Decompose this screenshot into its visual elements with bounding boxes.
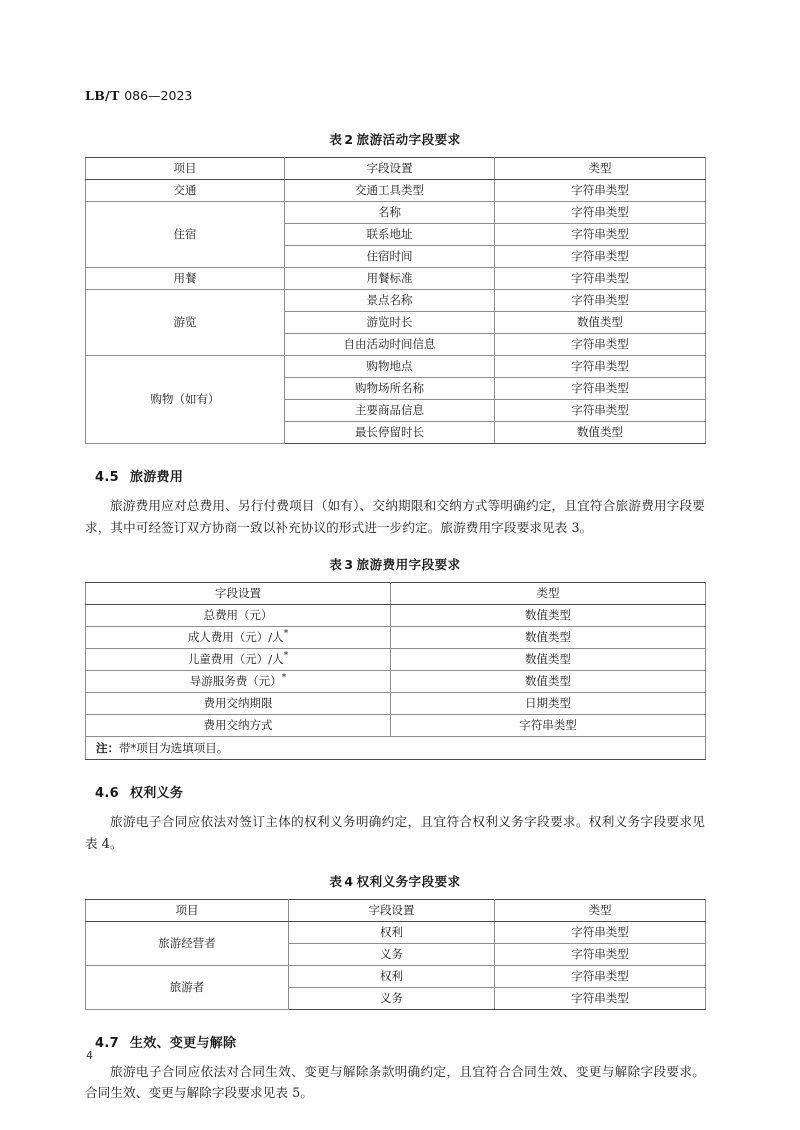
table2-header-row <box>86 158 706 180</box>
spacer <box>85 855 705 872</box>
table2-field: 住宿时间 <box>285 246 495 268</box>
table2-item-lodging: 住宿 <box>86 202 285 268</box>
table2-type: 字符串类型 <box>495 356 706 378</box>
table2-item-shopping: 购物（如有） <box>86 356 285 444</box>
table3-note-label: 注： <box>96 740 119 755</box>
table3-type: 数值类型 <box>391 627 706 649</box>
table3-field-label: 导游服务费（元） <box>189 674 282 689</box>
table4-header-row <box>86 899 706 921</box>
table-row <box>86 268 706 290</box>
table2-type: 数值类型 <box>495 422 706 444</box>
table2-type: 数值类型 <box>495 312 706 334</box>
optional-marker: * <box>283 629 289 640</box>
table-row <box>86 627 706 649</box>
table4-caption <box>85 872 705 890</box>
section-number-4-7: 4.7 <box>95 1035 119 1051</box>
table2-field: 自由活动时间信息 <box>285 334 495 356</box>
table4-field: 义务 <box>289 987 495 1009</box>
page-number: 4 <box>86 1049 93 1062</box>
table-row <box>86 693 706 715</box>
optional-marker: * <box>281 673 287 684</box>
optional-marker: * <box>283 651 289 662</box>
table3-caption-title: 旅游费用字段要求 <box>356 557 461 573</box>
table3-caption-number: 3 <box>344 557 354 573</box>
table3-type: 数值类型 <box>391 649 706 671</box>
table2-type: 字符串类型 <box>495 180 706 202</box>
table3-field-label: 儿童费用（元）/人 <box>187 652 284 667</box>
table3-type: 日期类型 <box>391 693 706 715</box>
section-heading-4-7 <box>95 1032 705 1051</box>
table4-field: 权利 <box>289 965 495 987</box>
table3-type: 字符串类型 <box>391 715 706 737</box>
table2-field: 交通工具类型 <box>285 180 495 202</box>
table3-field <box>86 649 391 671</box>
section-paragraph-4-7: 旅游电子合同应依法对合同生效、变更与解除条款明确约定，且宜符合合同生效、变更与解除字段要求。合同生效、变更与解除字段要求见表 5。 <box>85 1063 705 1101</box>
table3-note <box>86 737 706 760</box>
table4-type: 字符串类型 <box>495 965 706 987</box>
table2-type: 字符串类型 <box>495 290 706 312</box>
table3-field <box>86 627 391 649</box>
table2-caption-title: 旅游活动字段要求 <box>356 132 461 147</box>
table3-caption <box>85 555 705 573</box>
table-row <box>86 965 706 987</box>
table4-type: 字符串类型 <box>495 943 706 965</box>
table3-col-type: 类型 <box>391 583 706 605</box>
table2-field: 购物地点 <box>285 356 495 378</box>
table2-type: 字符串类型 <box>495 378 706 400</box>
table2-item-sightseeing: 游览 <box>86 290 285 356</box>
table2-field: 最长停留时长 <box>285 422 495 444</box>
page-content <box>85 88 705 1104</box>
table-row <box>86 649 706 671</box>
table2-type: 字符串类型 <box>495 400 706 422</box>
table2-field: 联系地址 <box>285 224 495 246</box>
table4-type: 字符串类型 <box>495 987 706 1009</box>
section-title-4-7: 生效、变更与解除 <box>129 1035 237 1051</box>
table4-type: 字符串类型 <box>495 921 706 943</box>
table3-type: 数值类型 <box>391 671 706 693</box>
table4-col-type: 类型 <box>495 899 706 921</box>
table4-field: 权利 <box>289 921 495 943</box>
table3-field: 费用交纳期限 <box>86 693 391 715</box>
table3-caption-prefix: 表 <box>329 557 343 573</box>
table4-caption-prefix: 表 <box>329 873 343 889</box>
section-title-4-5: 旅游费用 <box>129 470 184 485</box>
table2-type: 字符串类型 <box>495 268 706 290</box>
table-tourism-activity-fields <box>85 157 706 444</box>
section-heading-4-6 <box>95 782 705 801</box>
section-paragraph-4-6: 旅游电子合同应依法对签订主体的权利义务明确约定，且宜符合权利义务字段要求。权利义务字段要求见表 4。 <box>85 814 705 851</box>
table2-field: 名称 <box>285 202 495 224</box>
table3-header-row <box>86 583 706 605</box>
table4-item-operator: 旅游经营者 <box>86 921 289 965</box>
spacer <box>85 538 705 555</box>
table2-field: 景点名称 <box>285 290 495 312</box>
table-row <box>86 605 706 627</box>
table2-type: 字符串类型 <box>495 224 706 246</box>
section-paragraph-4-5: 旅游费用应对总费用、另行付费项目（如有）、交纳期限和交纳方式等明确约定，且宜符合旅游费用字段要求，其中可经签订双方协商一致以补充协议的形式进一步约定。旅游费用字段要求见表 3。 <box>85 498 705 535</box>
table2-item-traffic: 交通 <box>86 180 285 202</box>
table2-col-type: 类型 <box>495 158 706 180</box>
table4-item-tourist: 旅游者 <box>86 965 289 1009</box>
table4-col-field: 字段设置 <box>289 899 495 921</box>
table3-type: 数值类型 <box>391 605 706 627</box>
table-row <box>86 715 706 737</box>
table3-field-label: 成人费用（元）/人 <box>187 630 284 645</box>
table2-caption-prefix: 表 <box>329 132 343 147</box>
standard-number: 086—2023 <box>124 88 193 103</box>
table3-note-text: 带*项目为选填项目。 <box>119 740 229 755</box>
section-number-4-5: 4.5 <box>95 470 119 485</box>
table3-field: 费用交纳方式 <box>86 715 391 737</box>
table3-note-row <box>86 737 706 760</box>
table4-caption-number: 4 <box>344 873 354 889</box>
table2-col-item: 项目 <box>86 158 285 180</box>
standard-code: LB/T <box>85 88 120 103</box>
table-row <box>86 356 706 378</box>
table2-field: 用餐标准 <box>285 268 495 290</box>
table3-col-field: 字段设置 <box>86 583 391 605</box>
section-number-4-6: 4.6 <box>95 786 119 802</box>
table2-col-field: 字段设置 <box>285 158 495 180</box>
table2-field: 购物场所名称 <box>285 378 495 400</box>
table-row <box>86 290 706 312</box>
table-row <box>86 921 706 943</box>
table-tourism-fee-fields <box>85 582 706 760</box>
table-rights-obligations-fields <box>85 899 706 1010</box>
table2-type: 字符串类型 <box>495 334 706 356</box>
table4-field: 义务 <box>289 943 495 965</box>
table-row <box>86 180 706 202</box>
table2-field: 主要商品信息 <box>285 400 495 422</box>
table-row <box>86 202 706 224</box>
table2-caption-number: 2 <box>344 132 354 147</box>
table2-field: 游览时长 <box>285 312 495 334</box>
table4-col-item: 项目 <box>86 899 289 921</box>
table-row <box>86 671 706 693</box>
running-head <box>85 88 705 104</box>
section-title-4-6: 权利义务 <box>129 786 184 802</box>
table2-type: 字符串类型 <box>495 246 706 268</box>
table2-type: 字符串类型 <box>495 202 706 224</box>
table2-item-meal: 用餐 <box>86 268 285 290</box>
table4-caption-title: 权利义务字段要求 <box>356 873 461 889</box>
table3-field: 总费用（元） <box>86 605 391 627</box>
section-heading-4-5 <box>95 466 705 485</box>
table2-caption <box>85 130 705 148</box>
table3-field <box>86 671 391 693</box>
